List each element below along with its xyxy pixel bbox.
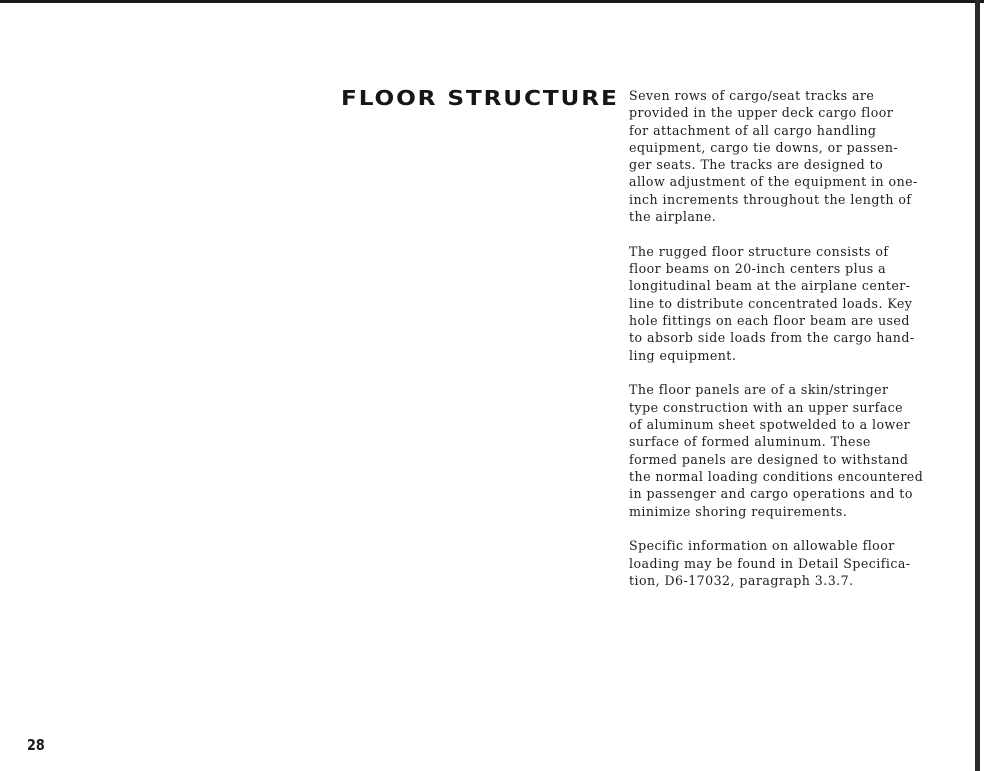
- text-line: loading may be found in Detail Specifica-: [629, 555, 911, 571]
- text-line: The rugged floor structure consists of: [629, 243, 889, 259]
- text-line: tion, D6-17032, paragraph 3.3.7.: [629, 572, 854, 588]
- text-line: floor beams on 20-inch centers plus a: [629, 261, 887, 277]
- text-line: longitudinal beam at the airplane center-: [629, 278, 911, 294]
- paragraph-floor-beams: [629, 243, 929, 364]
- text-line: The floor panels are of a skin/stringer: [629, 382, 889, 398]
- text-line: provided in the upper deck cargo floor: [629, 105, 894, 121]
- text-line: line to distribute concentrated loads. Key: [629, 295, 913, 311]
- text-line: in passenger and cargo operations and to: [629, 486, 913, 502]
- page-right-edge: [975, 0, 980, 771]
- text-line: allow adjustment of the equipment in one-: [629, 174, 918, 190]
- paragraph-floor-panels: [629, 381, 929, 519]
- text-line: Seven rows of cargo/seat tracks are: [629, 88, 875, 103]
- text-line: for attachment of all cargo handling: [629, 122, 877, 138]
- text-line: Specific information on allowable floor: [629, 538, 895, 554]
- text-line: ger seats. The tracks are designed to: [629, 157, 884, 173]
- text-line: surface of formed aluminum. These: [629, 434, 871, 450]
- page-top-edge: [0, 0, 984, 3]
- text-line: type construction with an upper surface: [629, 399, 904, 415]
- text-line: to absorb side loads from the cargo hand-: [629, 330, 915, 346]
- text-line: equipment, cargo tie downs, or passen-: [629, 139, 899, 155]
- paragraph-floor-loading: [629, 537, 929, 589]
- body-text: [629, 87, 929, 607]
- page-number: 28: [27, 736, 45, 754]
- text-line: minimize shoring requirements.: [629, 503, 848, 519]
- text-line: of aluminum sheet spotwelded to a lower: [629, 417, 911, 433]
- text-line: hole fittings on each floor beam are used: [629, 313, 910, 329]
- text-line: ling equipment.: [629, 347, 737, 363]
- paragraph-cargo-tracks: [629, 87, 929, 225]
- section-heading: FLOOR STRUCTURE: [341, 86, 619, 110]
- text-line: the airplane.: [629, 209, 717, 225]
- text-line: formed panels are designed to withstand: [629, 451, 909, 467]
- text-line: the normal loading conditions encountered: [629, 468, 924, 484]
- text-line: inch increments throughout the length of: [629, 191, 912, 207]
